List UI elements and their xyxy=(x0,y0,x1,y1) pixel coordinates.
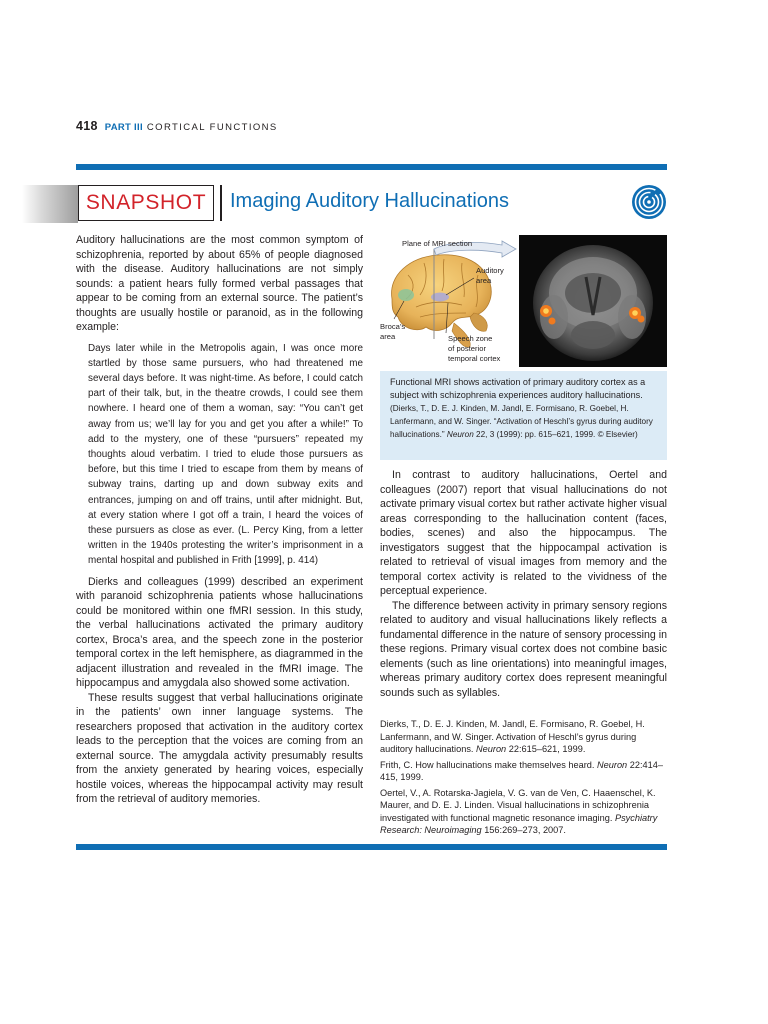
caption-text: Functional MRI shows activation of primary auditory cortex as a subject with schizophrenia experiences auditory hallucinations. xyxy=(390,377,646,400)
label-broca-2: area xyxy=(380,332,396,341)
banner-gradient xyxy=(22,185,78,223)
body-paragraph: Dierks and colleagues (1999) described an experiment with paranoid schizophrenia patients whose hallucinations could be monitored within one fMRI session. In this study, the verbal hallucinations activated the primary auditory cortex, Broca’s area, and the speech zone in the posterior temporal cortex in the left hemisphere, as diagrammed in the adjacent illustration and revealed in the fMRI image. The hippocampus and amygdala also showed some activation. xyxy=(76,575,363,690)
reference-text: Frith, C. How hallucinations make themselves heard. xyxy=(380,759,595,770)
label-speech-1: Speech zone xyxy=(448,334,493,343)
right-column xyxy=(380,468,667,700)
left-column xyxy=(76,233,363,807)
maze-icon xyxy=(631,184,667,220)
figure-caption xyxy=(380,371,667,460)
label-auditory-2: area xyxy=(476,276,492,285)
snapshot-box xyxy=(78,185,214,221)
label-plane: Plane of MRI section xyxy=(402,239,473,248)
broca-area-highlight xyxy=(398,289,414,301)
caption-citation xyxy=(390,404,653,439)
bottom-rule xyxy=(76,844,667,850)
block-quote: Days later while in the Metropolis again, I was once more startled by those same pursuers, who had threatened me several days before. It was night-time. As before, I could catch part of their talk, but, in the theatre crowds, I could see them nowhere. I heard one of them a woman, say: “You can’t get away from us; we’ll lay for you and get you after a while!” To add to the mystery, one of these “pursuers” repeated my thoughts aloud verbatim. I tried to elude those pursuers as before, but this time I tried to escape from them by means of subway trains, darting up and down subway exits and entrances, jumping on and off trains, until after midnight. But, at every station where I got off a train, I heard the voices of these pursuers as close as ever. (L. Percy King, from a letter written in the 1940s protesting the writer’s imprisonment in a mental hospital and published in Frith [1999], p. 414) xyxy=(88,342,363,567)
brain-figure xyxy=(380,235,667,367)
intro-paragraph: Auditory hallucinations are the most common symptom of schizophrenia, reported by about 65% of people diagnosed with the disease. Auditory hallucinations are not simply sounds: a patient hears fully formed verbal passages that appear to be coming from an external source. The patient’s thoughts are usually hostile or paranoid, as in the following example: xyxy=(76,234,363,333)
label-broca-1: Broca’s xyxy=(380,322,406,331)
reference-journal: Neuron xyxy=(597,759,628,770)
caption-journal: Neuron xyxy=(446,430,474,439)
fmri-image xyxy=(519,235,667,367)
top-rule xyxy=(76,164,667,170)
label-speech-3: temporal cortex xyxy=(448,354,501,363)
reference-text: Oertel, V., A. Rotarska-Jagiela, V. G. van de Ven, C. Haaenschel, K. Maurer, and D. E. J. Linden. Visual hallucinations in schizophrenia investigated with functional magnetic resonance imaging. xyxy=(380,787,656,823)
reference-text: Dierks, T., D. E. J. Kinden, M. Jandl, E. Formisano, R. Goebel, H. Lanfermann, and W. Singer. Activation of Heschl’s gyrus during auditory hallucinations. xyxy=(380,719,645,754)
caption-citation-pre: (Dierks, T., D. E. J. Kinden, M. Jandl, E. Formisano, R. Goebel, H. Lanfermann, and W. Singer. “Activation of Heschl’s gyrus during auditory hallucinations.” xyxy=(390,404,653,439)
caption-citation-post: 22, 3 (1999): pp. 615–621, 1999. © Elsevier) xyxy=(476,430,638,439)
section-title: CORTICAL FUNCTIONS xyxy=(146,122,278,133)
label-speech-2: of posterior xyxy=(448,344,486,353)
brain-illustration xyxy=(392,249,492,347)
reference-journal: Neuron xyxy=(476,744,507,754)
reference-details: 22:414–415, 1999. xyxy=(380,759,663,782)
reference-item xyxy=(380,718,667,756)
references xyxy=(380,718,667,840)
part-label: PART III xyxy=(104,122,143,133)
banner-separator xyxy=(220,185,222,221)
label-auditory-1: Auditory xyxy=(476,266,504,275)
reference-details: 156:269–273, 2007. xyxy=(484,825,566,835)
reference-details: 22:615–621, 1999. xyxy=(508,744,586,754)
reference-item xyxy=(380,759,667,784)
running-header xyxy=(76,117,278,133)
snapshot-label: SNAPSHOT xyxy=(85,191,207,214)
reference-journal: Psychiatry Research: Neuroimaging xyxy=(380,812,658,835)
snapshot-title: Imaging Auditory Hallucinations xyxy=(230,190,510,212)
body-paragraph: The difference between activity in primary sensory regions related to auditory and visual hallucinations likely reflects a fundamental difference in the nature of sensory processing in these regions. Primary visual cortex does not combine basic elements (such as line orientations) into meaningful images, whereas primary auditory cortex does represent meaningful sounds such as syllables. xyxy=(380,599,667,699)
body-paragraph: In contrast to auditory hallucinations, Oertel and colleagues (2007) report that visual hallucinations do not activate primary visual cortex but rather activate higher visual areas corresponding to the hallucination content (faces, bodies, scenes) and also the hippocampus. The investigators suggest that the hippocampal activation is related to retrieval of visual images from memory and the temporal cortex activity is related to the vividness of the perceptual experience. xyxy=(380,469,667,597)
reference-item xyxy=(380,787,667,837)
page-number: 418 xyxy=(76,119,98,133)
body-paragraph: These results suggest that verbal hallucinations originate in the patients’ own inner language systems. The researchers proposed that activation in the auditory cortex leads to the perception that the voices are coming from an external source. The amygdala activity presumably results from the anxiety generated by hearing voices, especially hostile voices, whereas the hippocampal activity may result from the retrieval of auditory memories. xyxy=(76,691,363,806)
